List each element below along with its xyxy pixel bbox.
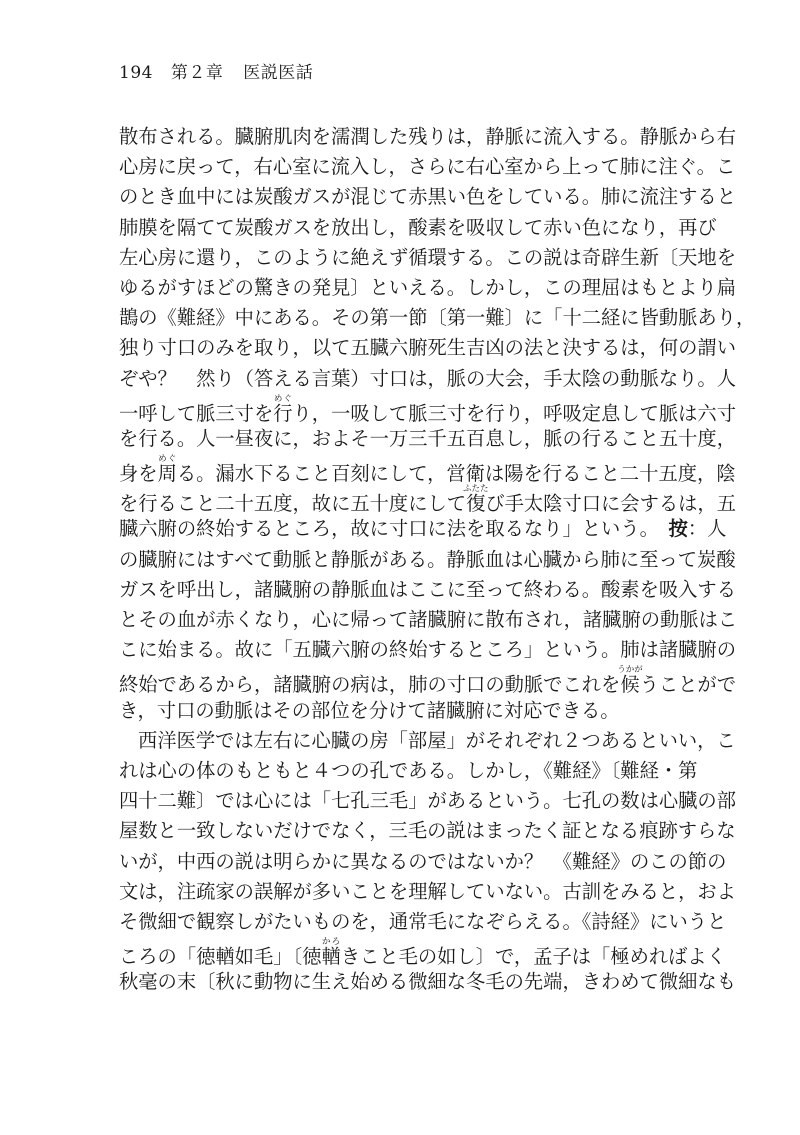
text-line: ぞや？ 然り（答える言葉）寸口は，脈の大会，手太陰の動脈なり。人 (119, 366, 736, 390)
body-text (119, 122, 756, 997)
ruby-base: 輶 (321, 945, 341, 969)
text-line (119, 393, 736, 425)
text-line: こに始まる。故に「五臓六腑の終始するところ」という。肺は諸臓腑の (119, 638, 736, 662)
text-line: いが，中西の説は明らかに異なるのではないか？ 《難経》のこの節の (119, 849, 727, 873)
ruby-reading: ふたた (462, 484, 489, 495)
text-line: 左心房に還り，このように絶えず循環する。この説は奇辟生新〔天地を (119, 245, 736, 269)
text-line: 散布される。臓腑肌肉を濡潤した残りは，静脈に流入する。静脈から右 (119, 125, 736, 148)
text-line: 肺膜を隔てて炭酸ガスを放出し，酸素を吸収して赤い色になり，再び (119, 215, 717, 239)
page-number: 194 (119, 63, 153, 83)
text-segment: 終始であるから，諸臓腑の病は，肺の寸口の動脈でこれを (119, 673, 621, 697)
bold-term: 按 (668, 517, 688, 541)
text-line (119, 484, 736, 516)
text-line: 心房に戻って，右心室に流入し，さらに右心室から上って肺に注ぐ。こ (119, 155, 736, 179)
text-segment: うことがで (639, 673, 736, 697)
ruby-base: 周 (157, 462, 177, 486)
text-line: 西洋医学では左右に心臓の房「部屋」がそれぞれ２つあるといい，こ (138, 728, 736, 752)
furigana-ruby (157, 454, 177, 486)
text-line: 屋数と一致しないだけでなく，三毛の説はまったく証となる痕跡すらな (119, 819, 736, 843)
ruby-base: 復 (462, 492, 489, 516)
text-segment: る。漏水下ること百刻にして，営衛は陽を行ること二十五度，陰 (176, 462, 736, 486)
text-line: の臓腑にはすべて動脈と静脈がある。静脈血は心臓から肺に至って炭酸 (119, 547, 736, 571)
text-line: そ微細で観察しがたいものを，通常毛になぞらえる。《詩経》にいうと (119, 909, 727, 933)
ruby-base: 候 (617, 673, 643, 697)
ruby-reading: めぐ (273, 393, 293, 404)
text-line (119, 937, 726, 969)
text-line: を行る。人一昼夜に，およそ一万三千五百息し，脈の行ること五十度， (119, 426, 736, 450)
text-line: ガスを呼出し，諸臓腑の静脈血はここに至って終わる。酸素を吸入する (119, 577, 736, 601)
text-segment: きこと毛の如し〕で，孟子は「極めればよく (340, 945, 726, 969)
furigana-ruby (462, 484, 489, 516)
ruby-reading: めぐ (157, 454, 177, 465)
text-segment: 身を (119, 462, 158, 486)
ruby-reading: かろ (321, 937, 341, 948)
text-segment: び手太陰寸口に会するは，五 (485, 492, 736, 516)
text-segment: 一呼して脈三寸を (119, 401, 274, 425)
text-line: 文は，注疏家の誤解が多いことを理解していない。古訓をみると，およ (119, 879, 736, 903)
text-segment: を行ること二十五度，故に五十度にして (119, 492, 467, 516)
chapter-label: 第２章 (170, 63, 224, 83)
furigana-ruby (617, 665, 643, 697)
furigana-ruby (321, 937, 341, 969)
text-line: れは心の体のもともと４つの孔である。しかし，《難経》〔難経・第 (119, 758, 698, 782)
text-line: 鵲の《難経》中にある。その第一節〔第一難〕に「十二経に皆動脈あり， (119, 306, 756, 330)
text-line: 独り寸口のみを取り，以て五臓六腑死生吉凶の法と決するは，何の謂い (119, 336, 736, 360)
text-segment: 臓六腑の終始するところ，故に寸口に法を取るなり」という。 (119, 517, 669, 541)
text-segment: ：人 (687, 517, 727, 541)
text-segment: ころの「徳輶如毛」〔徳 (119, 945, 322, 969)
ruby-base: 行 (273, 401, 293, 425)
text-line (119, 514, 727, 544)
text-line: のとき血中には炭酸ガスが混じて赤黒い色をしている。肺に流注すると (119, 185, 736, 209)
text-line: ゆるがすほどの驚きの発見〕といえる。しかし，この理屈はもとより扁 (119, 275, 736, 299)
text-line: 秋毫の末〔秋に動物に生え始める微細な冬毛の先端，きわめて微細なも (119, 970, 736, 994)
furigana-ruby (273, 393, 293, 425)
text-line (119, 454, 736, 486)
text-line: とその血が赤くなり，心に帰って諸臓腑に散布され，諸臓腑の動脈はこ (119, 608, 738, 631)
ruby-reading: うかが (617, 665, 643, 676)
running-header (119, 58, 313, 83)
text-line (119, 665, 736, 697)
text-line: 四十二難〕では心には「七孔三毛」があるという。七孔の数は心臓の部 (119, 789, 736, 813)
chapter-title: 医説医話 (243, 63, 314, 83)
text-segment: り，一吸して脈三寸を行り，呼吸定息して脈は六寸 (292, 401, 736, 425)
text-line: き，寸口の動脈はその部位を分けて諸臓腑に対応できる。 (119, 698, 620, 722)
